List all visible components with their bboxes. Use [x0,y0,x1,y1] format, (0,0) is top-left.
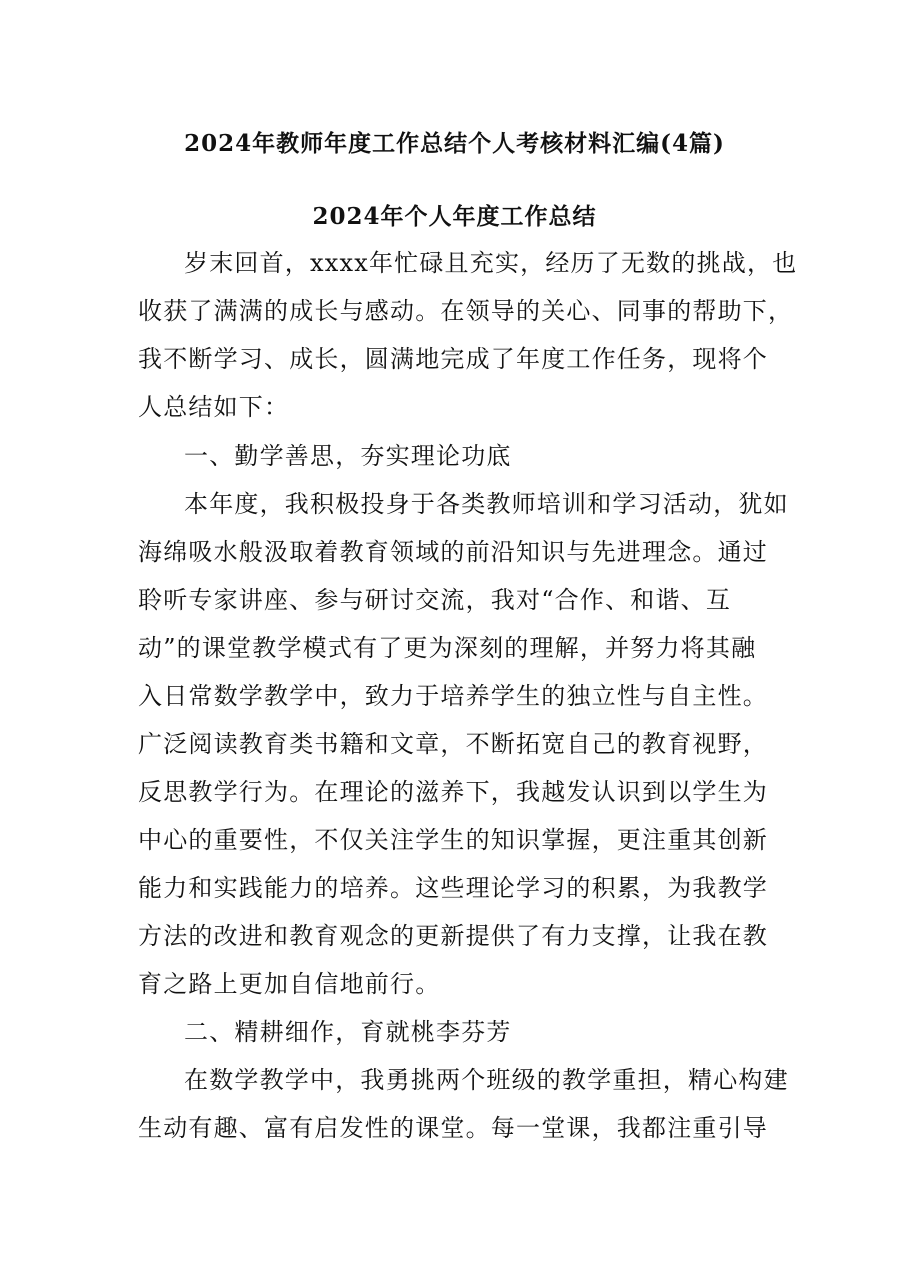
paragraph-line: 中心的重要性，不仅关注学生的知识掌握，更注重其创新 [138,826,768,854]
paragraph-line: 生动有趣、富有启发性的课堂。每一堂课，我都注重引导 [138,1114,768,1142]
paragraph-line: 方法的改进和教育观念的更新提供了有力支撑，让我在教 [138,922,768,950]
paragraph-line: 育之路上更加自信地前行。 [138,970,441,998]
heading-line: 一、勤学善思，夯实理论功底 [184,442,512,470]
paragraph-line: 海绵吸水般汲取着教育领域的前沿知识与先进理念。通过 [138,538,768,566]
paragraph-line: 收获了满满的成长与感动。在领导的关心、同事的帮助下， [138,297,794,325]
paragraph-line: 我不断学习、成长，圆满地完成了年度工作任务，现将个 [138,345,768,373]
paragraph-line: 聆听专家讲座、参与研讨交流，我对“合作、和谐、互 [138,586,732,614]
paragraph-line: 本年度，我积极投身于各类教师培训和学习活动，犹如 [184,490,789,518]
paragraph-line: 能力和实践能力的培养。这些理论学习的积累，为我教学 [138,874,768,902]
document-title: 2024年教师年度工作总结个人考核材料汇编(4篇) [184,130,725,157]
paragraph-line: 岁末回首，xxxx年忙碌且充实，经历了无数的挑战，也 [184,249,798,277]
heading-line: 二、精耕细作，育就桃李芬芳 [184,1018,512,1046]
paragraph-line: 入日常数学教学中，致力于培养学生的独立性与自主性。 [138,682,768,710]
paragraph-line: 反思教学行为。在理论的滋养下，我越发认识到以学生为 [138,778,768,806]
paragraph-line: 动”的课堂教学模式有了更为深刻的理解，并努力将其融 [138,634,757,662]
paragraph-line: 在数学教学中，我勇挑两个班级的教学重担，精心构建 [184,1066,789,1094]
paragraph-line: 广泛阅读教育类书籍和文章，不断拓宽自己的教育视野， [138,730,768,758]
paragraph-line: 人总结如下： [138,393,290,421]
section-title: 2024年个人年度工作总结 [312,203,597,230]
